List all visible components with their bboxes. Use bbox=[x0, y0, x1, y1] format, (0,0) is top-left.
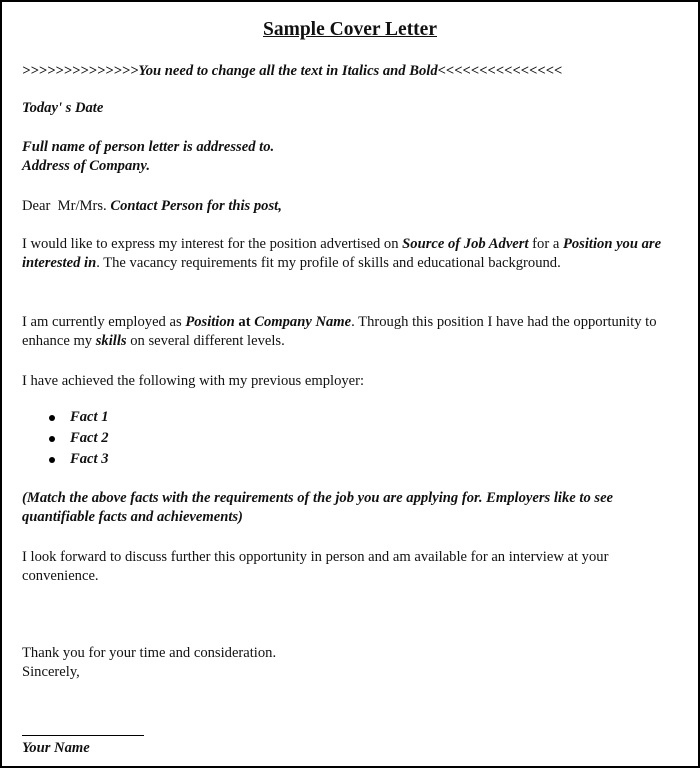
company-name: Company Name bbox=[254, 314, 352, 330]
para1-text-3: . The vacancy requirements fit my profile of skills and educational background. bbox=[96, 255, 561, 272]
paragraph-achievements-intro: I have achieved the following with my previous employer: bbox=[22, 373, 365, 389]
current-position: Position bbox=[185, 314, 235, 330]
closing-thanks: Thank you for your time and consideration. bbox=[22, 645, 277, 661]
signature-line bbox=[22, 735, 144, 736]
match-note: (Match the above facts with the requirements of the job you are applying for. Employers like to see quantifiable facts and achievements) bbox=[22, 490, 614, 526]
recipient-address: Address of Company. bbox=[22, 158, 150, 175]
paragraph-current-employment bbox=[22, 313, 678, 352]
closing-block bbox=[22, 644, 678, 683]
signature-name: Your Name bbox=[22, 740, 90, 756]
list-item: Fact 3 bbox=[22, 449, 109, 470]
instruction-line: >>>>>>>>>>>>>>You need to change all the text in Italics and Bold<<<<<<<<<<<<<<< bbox=[22, 63, 563, 79]
para2-text-3: on several different levels. bbox=[126, 333, 285, 350]
salutation bbox=[22, 197, 678, 216]
recipient-block bbox=[22, 138, 678, 177]
skills: skills bbox=[95, 333, 127, 350]
para2-at: at bbox=[234, 314, 255, 330]
job-advert-source: Source of Job Advert bbox=[402, 236, 529, 252]
para2-text-2: . Through this position I have had the opportunity to enhance my bbox=[22, 314, 657, 350]
closing-sincerely: Sincerely, bbox=[22, 664, 80, 681]
list-item: Fact 2 bbox=[22, 428, 109, 449]
paragraph-interest bbox=[22, 235, 678, 274]
salutation-prefix: Dear Mr/Mrs. bbox=[22, 198, 111, 214]
para1-text-2: for a bbox=[528, 236, 563, 252]
date-line: Today' s Date bbox=[22, 100, 104, 116]
recipient-name: Full name of person letter is addressed to. bbox=[22, 139, 275, 155]
paragraph-look-forward: I look forward to discuss further this opportunity in person and am available for an interview at your convenience. bbox=[22, 549, 609, 585]
para2-text-1: I am currently employed as bbox=[22, 314, 186, 330]
salutation-contact: Contact Person for this post, bbox=[110, 198, 282, 214]
list-item: Fact 1 bbox=[22, 407, 109, 428]
page-title: Sample Cover Letter bbox=[262, 19, 437, 40]
position-interested: Position you are interested in bbox=[22, 236, 662, 272]
para1-text-1: I would like to express my interest for the position advertised on bbox=[22, 236, 403, 252]
facts-list bbox=[22, 407, 109, 470]
